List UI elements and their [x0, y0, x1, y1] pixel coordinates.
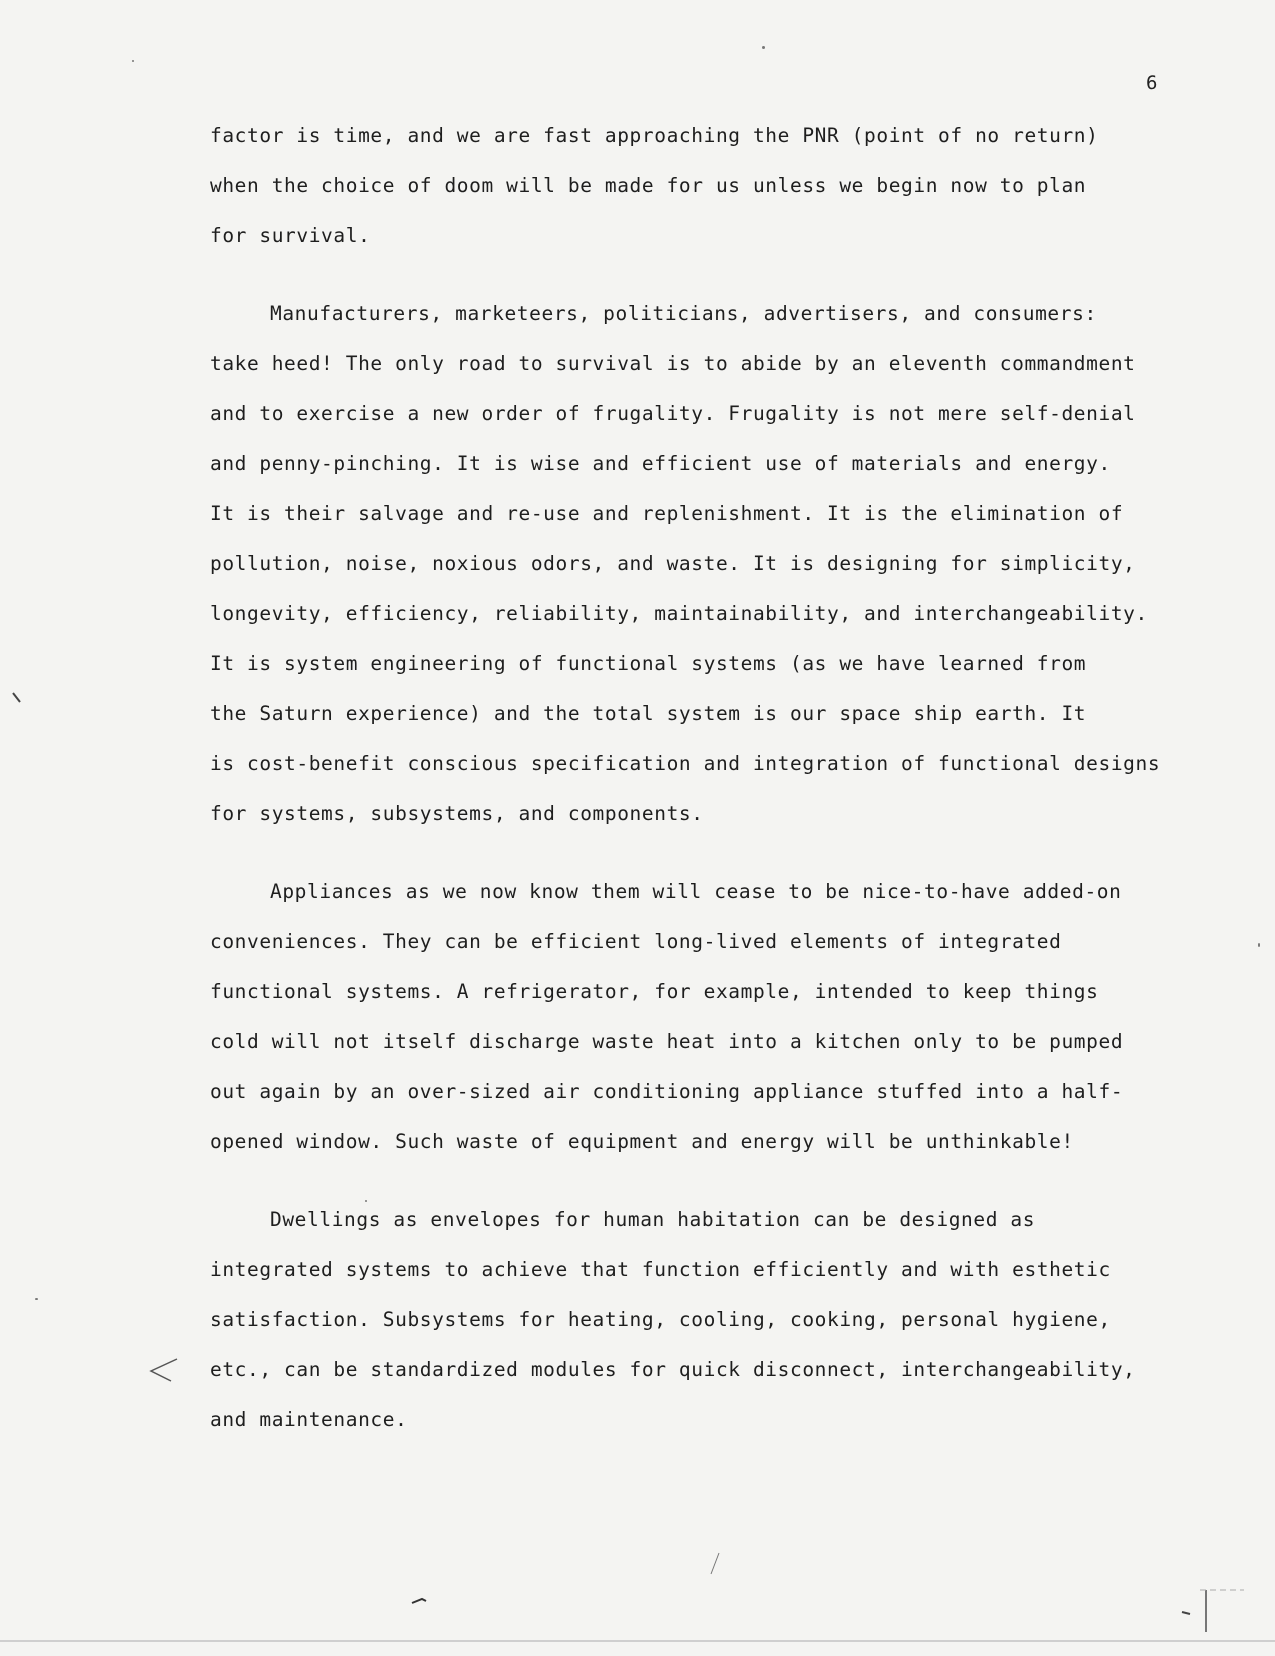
pencil-tick-mark	[10, 690, 26, 710]
paragraph-1-line-2: when the choice of doom will be made for us unless we begin now to plan	[210, 174, 1087, 197]
paragraph-2-line-6: pollution, noise, noxious odors, and waste. It is designing for simplicity,	[210, 552, 1136, 575]
paragraph-2-line-1: Manufacturers, marketeers, politicians, advertisers, and consumers:	[270, 302, 1097, 325]
paragraph-4-line-1: Dwellings as envelopes for human habitation can be designed as	[270, 1208, 1036, 1231]
page-number: 6	[1146, 72, 1158, 94]
paragraph-4-line-5: and maintenance.	[210, 1408, 408, 1431]
paragraph-2-line-8: It is system engineering of functional systems (as we have learned from	[210, 652, 1087, 675]
paragraph-2-line-5: It is their salvage and re-use and replenishment. It is the elimination of	[210, 502, 1124, 525]
paragraph-3-line-4: cold will not itself discharge waste heat into a kitchen only to be pumped	[210, 1030, 1124, 1053]
paragraph-1-line-1: factor is time, and we are fast approaching the PNR (point of no return)	[210, 124, 1099, 147]
scan-speck	[1258, 943, 1260, 947]
pencil-stroke-mark	[705, 1550, 725, 1580]
scan-speck	[132, 60, 134, 62]
paragraph-1-line-3: for survival.	[210, 224, 371, 247]
paragraph-2-line-2: take heed! The only road to survival is to abide by an eleventh commandment	[210, 352, 1136, 375]
paragraph-2-line-7: longevity, efficiency, reliability, maintainability, and interchangeability.	[210, 602, 1148, 625]
paragraph-3-line-1: Appliances as we now know them will cease to be nice-to-have added-on	[270, 880, 1122, 903]
paragraph-2-line-11: for systems, subsystems, and components.	[210, 802, 704, 825]
scan-bottom-edge	[0, 1640, 1275, 1642]
pencil-check-mark	[145, 1355, 185, 1385]
paragraph-2-line-3: and to exercise a new order of frugality. Frugality is not mere self-denial	[210, 402, 1136, 425]
paragraph-2-line-4: and penny-pinching. It is wise and efficient use of materials and energy.	[210, 452, 1111, 475]
paragraph-3-line-6: opened window. Such waste of equipment and energy will be unthinkable!	[210, 1130, 1074, 1153]
paragraph-3-line-2: conveniences. They can be efficient long-lived elements of integrated	[210, 930, 1062, 953]
paragraph-4-line-2: integrated systems to achieve that function efficiently and with esthetic	[210, 1258, 1111, 1281]
paragraph-3-line-3: functional systems. A refrigerator, for example, intended to keep things	[210, 980, 1099, 1003]
scan-edge-mark	[1168, 1582, 1248, 1642]
ink-smudge-mark	[410, 1595, 430, 1607]
paragraph-4-line-3: satisfaction. Subsystems for heating, cooling, cooking, personal hygiene,	[210, 1308, 1111, 1331]
scan-speck	[762, 46, 765, 49]
scan-speck	[365, 1200, 367, 1202]
paragraph-2-line-10: is cost-benefit conscious specification and integration of functional designs	[210, 752, 1161, 775]
paragraph-4-line-4: etc., can be standardized modules for quick disconnect, interchangeability,	[210, 1358, 1136, 1381]
scan-speck	[35, 1298, 38, 1300]
paragraph-2-line-9: the Saturn experience) and the total system is our space ship earth. It	[210, 702, 1087, 725]
paragraph-3-line-5: out again by an over-sized air conditioning appliance stuffed into a half-	[210, 1080, 1124, 1103]
